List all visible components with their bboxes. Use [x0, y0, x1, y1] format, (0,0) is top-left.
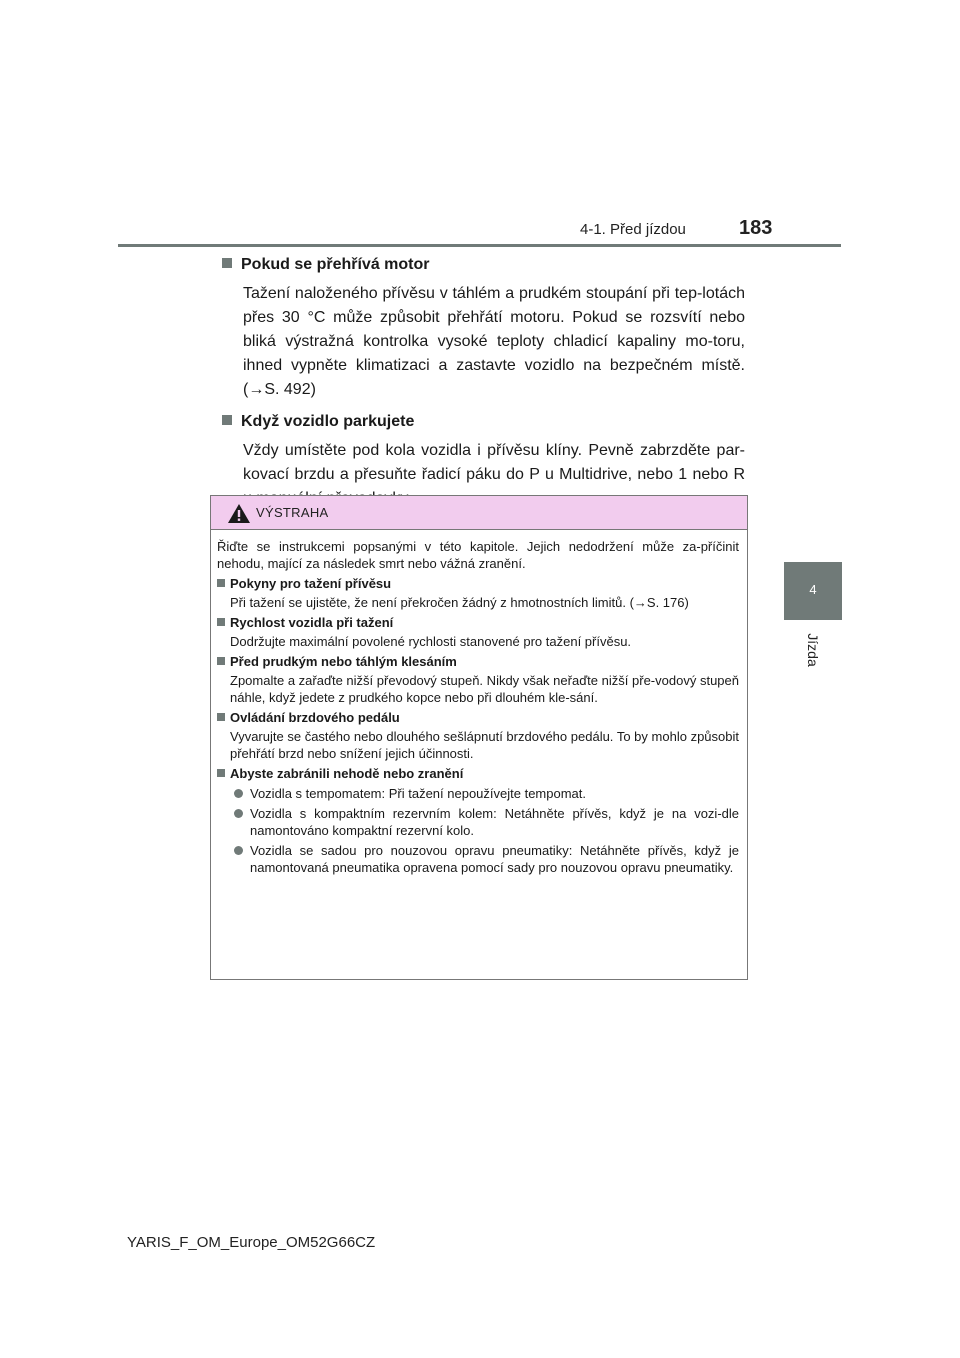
warning-item-title-text: Abyste zabránili nehodě nebo zranění — [230, 766, 464, 781]
section-title-text: Pokud se přehřívá motor — [241, 256, 430, 273]
warning-title: VÝSTRAHA — [256, 505, 329, 520]
square-bullet-icon — [222, 258, 232, 268]
list-item-text: Vozidla se sadou pro nouzovou opravu pneumatiky: Netáhněte přívěs, když je namontovaná pneumatika opravena pomocí sady pro nouzovou opravu pneumatiky. — [250, 843, 739, 875]
warning-item-title — [217, 575, 739, 592]
square-bullet-icon — [217, 579, 225, 587]
warning-item-title — [217, 709, 739, 726]
square-bullet-icon — [217, 713, 225, 721]
section-body-overheating: Tažení naloženého přívěsu v táhlém a prudkém stoupání při tep-lotách přes 30 °C může způsobit přehřátí motoru. Pokud se rozsvítí nebo bliká výstražná kontrolka vysoké teploty chladicí kapaliny mo-toru, ihned vypněte klimatizaci a zastavte vozidlo na bezpečném místě. (→S. 492) — [243, 285, 745, 398]
warning-triangle-icon — [227, 503, 251, 524]
section-title-parking — [222, 410, 745, 434]
square-bullet-icon — [222, 415, 232, 425]
warning-box — [210, 495, 748, 980]
circle-bullet-icon — [234, 846, 243, 855]
warning-item-body: Dodržujte maximální povolené rychlosti stanovené pro tažení přívěsu. — [230, 634, 632, 649]
section-title-text: Když vozidlo parkujete — [241, 413, 415, 430]
list-item — [250, 842, 739, 876]
main-content — [222, 253, 745, 519]
circle-bullet-icon — [234, 809, 243, 818]
warning-item-title-text: Ovládání brzdového pedálu — [230, 710, 400, 725]
header-divider — [118, 244, 841, 247]
warning-item-title-text: Rychlost vozidla při tažení — [230, 615, 394, 630]
warning-item-title — [217, 614, 739, 631]
warning-item-title — [217, 653, 739, 670]
chapter-label: Jízda — [805, 633, 821, 667]
chapter-label-container — [773, 626, 853, 676]
warning-item-title-text: Pokyny pro tažení přívěsu — [230, 576, 392, 591]
square-bullet-icon — [217, 618, 225, 626]
warning-intro: Řiďte se instrukcemi popsanými v této kapitole. Jejich nedodržení může za-příčinit nehodu, mající za následek smrt nebo vážná zranění. — [217, 539, 739, 571]
section-body-parking: Vždy umístěte pod kola vozidla i přívěsu klíny. Pevně zabrzděte par-kovací brzdu a přesuňte řadicí páku do P u Multidrive, nebo 1 nebo R — [243, 442, 745, 483]
list-item — [250, 805, 739, 839]
warning-header — [211, 496, 747, 530]
list-item — [250, 785, 739, 802]
chapter-tab — [784, 562, 842, 620]
warning-item-title-text: Před prudkým nebo táhlým klesáním — [230, 654, 457, 669]
square-bullet-icon — [217, 657, 225, 665]
warning-item-body: Vyvarujte se častého nebo dlouhého sešlápnutí brzdového pedálu. To by mohlo způsobit přehřátí brzd nebo snížení jejich účinnosti. — [230, 729, 739, 761]
warning-item-body: Při tažení se ujistěte, že není překročen žádný z hmotnostních limitů. (→S. 176) — [230, 595, 689, 610]
warning-content — [211, 530, 747, 876]
warning-item-title — [217, 765, 739, 782]
warning-item-body: Zpomalte a zařaďte nižší převodový stupeň. Nikdy však neřaďte nižší pře-vodový stupeň náhle, když jedete z prudkého kopce nebo při dlouhém kle-sání. — [230, 673, 739, 705]
page-number: 183 — [739, 217, 773, 239]
circle-bullet-icon — [234, 789, 243, 798]
header-section-title: 4-1. Před jízdou — [580, 221, 686, 238]
section-title-overheating — [222, 253, 745, 277]
list-item-text: Vozidla s tempomatem: Při tažení nepoužívejte tempomat. — [250, 786, 587, 801]
square-bullet-icon — [217, 769, 225, 777]
chapter-number: 4 — [809, 582, 817, 597]
list-item-text: Vozidla s kompaktním rezervním kolem: Netáhněte přívěs, když je na vozi-dle namontováno kompaktní rezervní kolo. — [250, 806, 739, 838]
footer-document-code: YARIS_F_OM_Europe_OM52G66CZ — [127, 1234, 376, 1251]
